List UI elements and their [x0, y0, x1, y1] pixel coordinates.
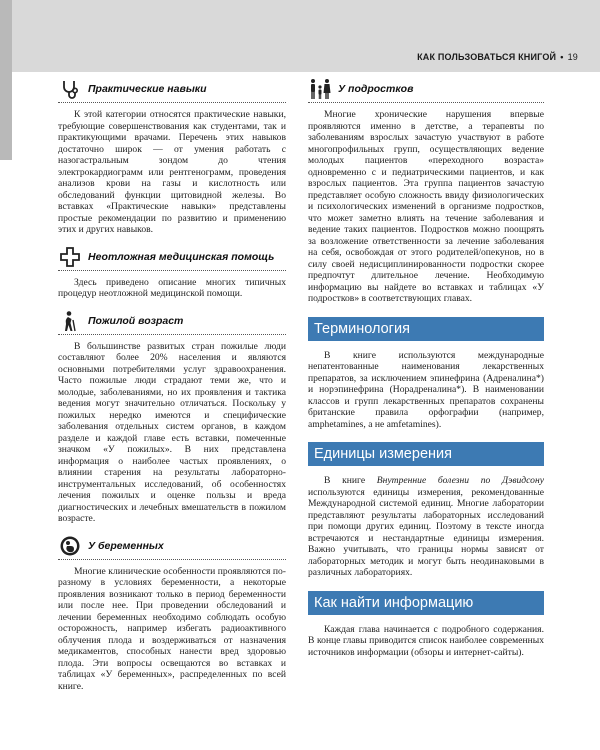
section-adolescents — [308, 76, 544, 103]
medical-cross-icon — [58, 245, 82, 269]
stethoscope-icon — [58, 77, 82, 101]
section-emergency-care — [58, 244, 286, 271]
pregnancy-icon — [58, 534, 82, 558]
running-head — [417, 52, 578, 62]
running-head-bullet: • — [560, 52, 564, 62]
right-column — [308, 76, 544, 658]
section-title: Пожилой возраст — [88, 314, 184, 327]
find-info-heading: Как найти информацию — [308, 591, 544, 615]
emergency-care-text: Здесь приведено описание многих типичных процедур неотложной медицинской помощи. — [58, 276, 286, 299]
book-title: Внутренние болезни по Дэвидсону — [376, 475, 544, 486]
section-elderly — [58, 308, 286, 335]
units-heading: Единицы измерения — [308, 442, 544, 466]
elderly-text: В большинстве развитых стран пожилые люди составляют более 20% населения и являются основными потребителями услуг здравоохранения. Часто пожилые люди страдают теми же, что и молодые, заболеваниями, но их проявления и тактика ведения могут значительно отличаться. Поскольку у пожилых нередко имеются и специфические заболевания отдельных систем органов, в каждом разделе и каждой главе есть вставки, помеченные значком «У пожилых». В них представлена информация о наиболее частых проявлениях, о влиянии старения на результаты лабораторно-инструментальных исследований, об особенностях лечения пожилых и оценке пользы и вреда диагностических и лечебных вмешательств в пожилом возрасте. — [58, 340, 286, 524]
section-practical-skills — [58, 76, 286, 103]
page-edge-tab — [0, 0, 12, 160]
family-icon — [308, 77, 332, 101]
practical-skills-text: К этой категории относятся практические навыки, требующие совершенствования как студентами, так и практикующими врачами. Перечень этих навыков достаточно широк — от умения работать с назогастральным зондом до чтения электрокардиограмм или рентгенограмм, проведения анализов крови на газы и кислотность или обследований функции щитовидной железы. Во вставках «Практические навыки» представлены простые рекомендации по развитию и применению этих и других навыков. — [58, 109, 286, 235]
units-text-before: В книге — [324, 475, 377, 486]
section-title: У подростков — [338, 83, 414, 95]
section-pregnancy — [58, 533, 286, 560]
elderly-person-icon — [58, 309, 82, 333]
terminology-text: В книге используются международные непатентованные наименования лекарственных препаратов, за исключением эпинефрина (Адреналина*) и норэпинефрина (Норадреналина*). В наименовании классов и групп лекарственных препаратов сохранены британские правила орфографии (например, amphetamines, а не amfetamines). — [308, 349, 544, 430]
running-head-title: КАК ПОЛЬЗОВАТЬСЯ КНИГОЙ — [417, 52, 557, 62]
left-column — [58, 76, 286, 692]
adolescents-text: Многие хронические нарушения впервые проявляются именно в детстве, а терапевты по заболеваниям взрослых зачастую участвуют в работе многопрофильных групп, осуществляющих ведение молодых пациентов «переходного возраста» одновременно с и педиатрическими пациентов, и как взрослых пациентов. Эта группа пациентов зачастую представляет особую сложность ввиду физиологических и психологических изменений в организме подростков, что может заметно влиять на течение заболевания и ведение таких пациентов. Подростков можно поощрять за возложение ответственности за лечение заболевания на себя, освобождая от этого родителей/опекунов, но в силу своей недисциплинированности подростки скорее предпочтут длительное лечение. Необходимую информацию вы найдете во вставках и таблицах «У подростков» в соответствующих главах. — [308, 109, 544, 304]
section-title: Неотложная медицинская помощь — [88, 250, 275, 263]
units-text-after: используются единицы измерения, рекомендованные Международной системой единиц. Многие лаборатории представляют результаты лабораторных исследований при помощи других единиц. Поэтому в тексте иногда встречаются и нестандартные единицы измерения. Важно учитывать, что границы нормы зависят от лабораторных методик и могут быть неодинаковыми в различных лабораториях. — [308, 486, 544, 578]
section-title: Практические навыки — [88, 83, 207, 95]
page-number: 19 — [567, 52, 578, 62]
section-title: У беременных — [88, 539, 164, 552]
find-info-text: Каждая глава начинается с подробного содержания. В конце главы приводится список наиболее современных источников информации (обзоры и интернет-сайты). — [308, 623, 544, 658]
pregnancy-text: Многие клинические особенности проявляются по-разному в условиях беременности, а некоторые проявления возникают только в период беременности или после нее. При проведении обследований и лечении беременных необходимо соблюдать особую осторожность, например избегать радиоактивного облучения плода и воздерживаться от назначения медикаментов, способных нанести вред здоровью плода. Эти вопросы освещаются во вставках и таблицах «У беременных», распределенных по всей книге. — [58, 565, 286, 692]
terminology-heading: Терминология — [308, 317, 544, 341]
units-text — [308, 475, 544, 579]
